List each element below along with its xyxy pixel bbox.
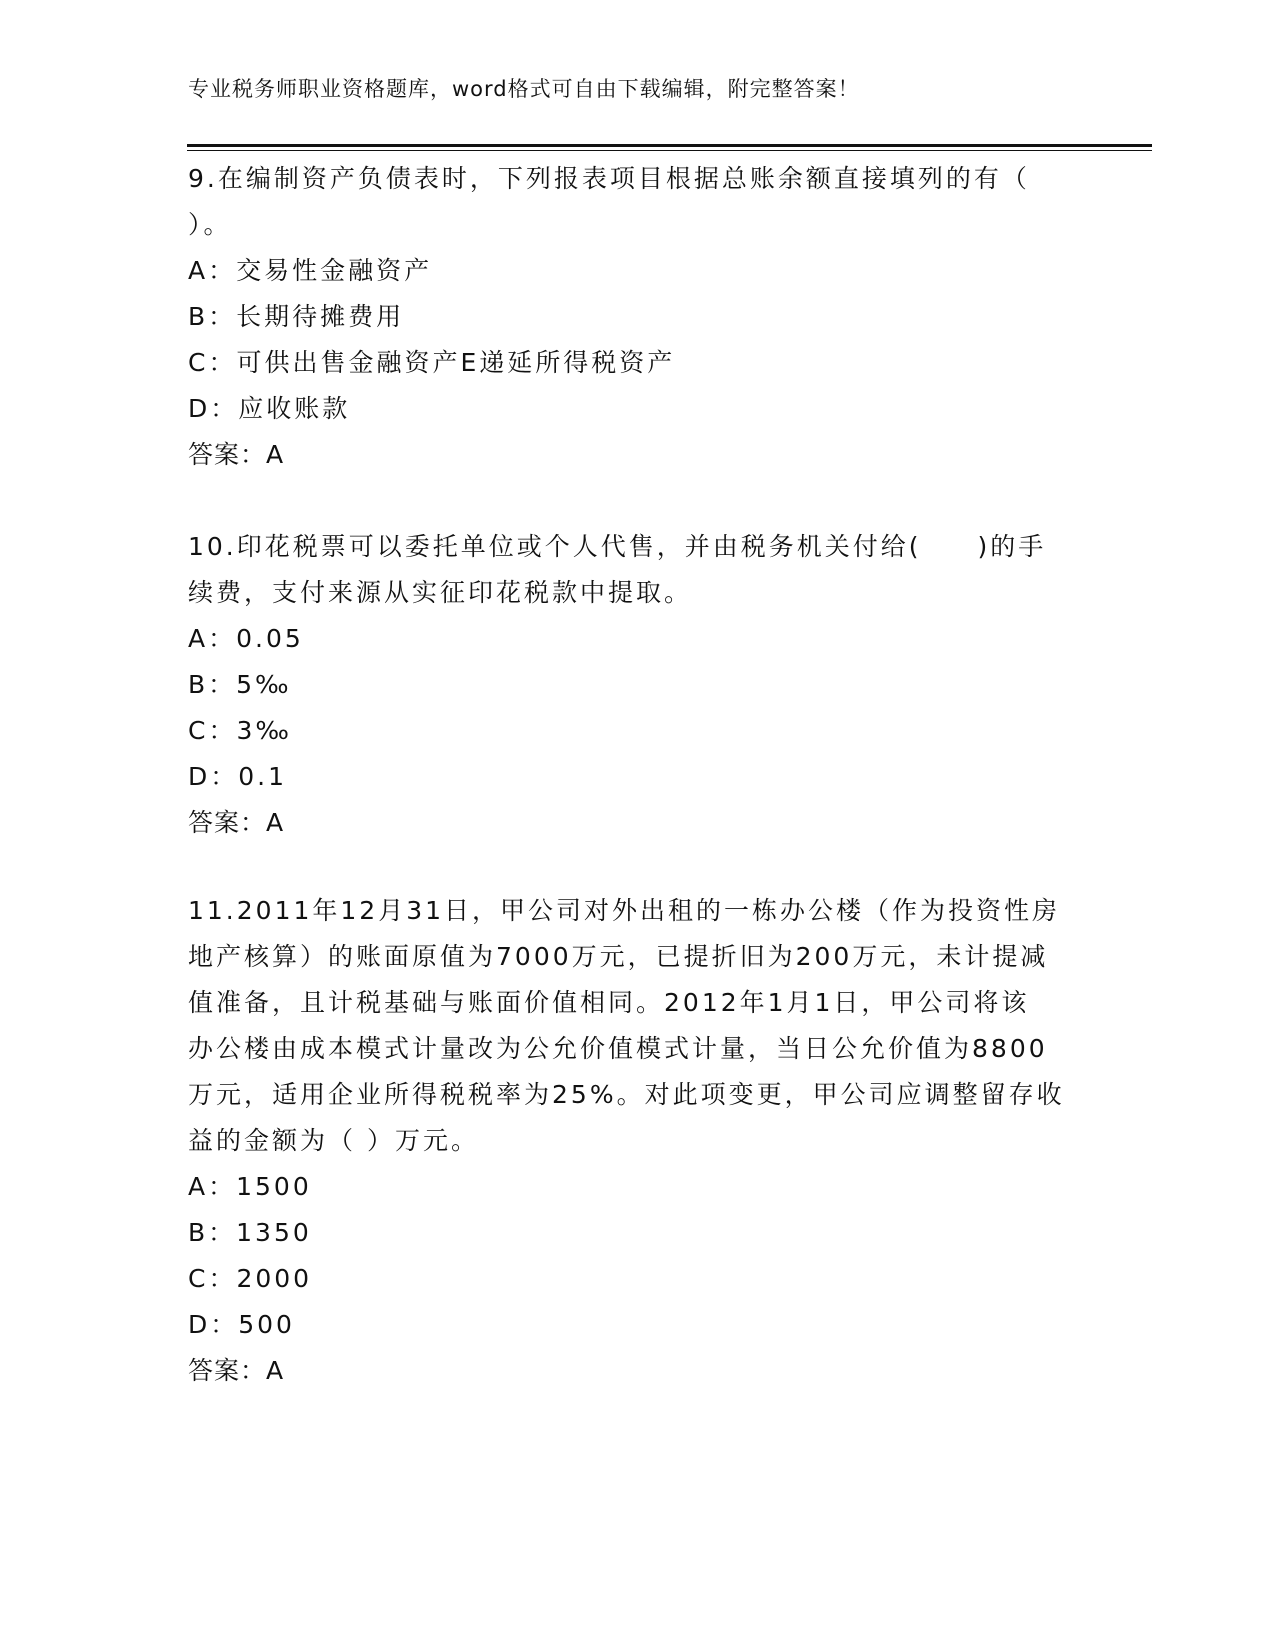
question-11-stem-line-5: 万元，适用企业所得税税率为25%。对此项变更，甲公司应调整留存收 (188, 1080, 1065, 1109)
question-10-answer: 答案：A (188, 808, 285, 837)
question-11-option-b: B：1350 (188, 1218, 312, 1247)
question-10-option-d: D：0.1 (188, 762, 288, 791)
question-10-stem-line-2: 续费，支付来源从实征印花税款中提取。 (188, 578, 693, 607)
question-10-option-c: C：3‰ (188, 716, 292, 745)
question-11-stem-line-4: 办公楼由成本模式计量改为公允价值模式计量，当日公允价值为8800 (188, 1034, 1048, 1063)
question-11-option-d: D：500 (188, 1310, 295, 1339)
question-11-option-a: A：1500 (188, 1172, 312, 1201)
header-rule-thick (187, 144, 1152, 147)
question-9-answer: 答案：A (188, 440, 285, 469)
question-9-stem-line-1: 9.在编制资产负债表时，下列报表项目根据总账余额直接填列的有（ (188, 164, 1030, 193)
page-header: 专业税务师职业资格题库，word格式可自由下载编辑，附完整答案！ (188, 77, 860, 101)
header-rule-thin (187, 150, 1152, 151)
question-9-stem-line-2: ）。 (188, 210, 232, 239)
question-9-option-b: B：长期待摊费用 (188, 302, 405, 331)
question-11-stem-line-2: 地产核算）的账面原值为7000万元，已提折旧为200万元，未计提减 (188, 942, 1049, 971)
question-11-stem-line-3: 值准备，且计税基础与账面价值相同。2012年1月1日，甲公司将该 (188, 988, 1030, 1017)
question-9-option-c: C：可供出售金融资产E递延所得税资产 (188, 348, 676, 377)
question-11-stem-line-1: 11.2011年12月31日，甲公司对外出租的一栋办公楼（作为投资性房 (188, 896, 1061, 925)
question-11-option-c: C：2000 (188, 1264, 313, 1293)
question-9-option-d: D：应收账款 (188, 394, 351, 423)
question-11-stem-line-6: 益的金额为（ ）万元。 (188, 1126, 479, 1155)
question-10-option-b: B：5‰ (188, 670, 292, 699)
question-9-option-a: A：交易性金融资产 (188, 256, 433, 285)
question-10-option-a: A：0.05 (188, 624, 304, 653)
question-11-answer: 答案：A (188, 1356, 285, 1385)
question-10-stem-line-1: 10.印花税票可以委托单位或个人代售，并由税务机关付给( )的手 (188, 532, 1047, 561)
